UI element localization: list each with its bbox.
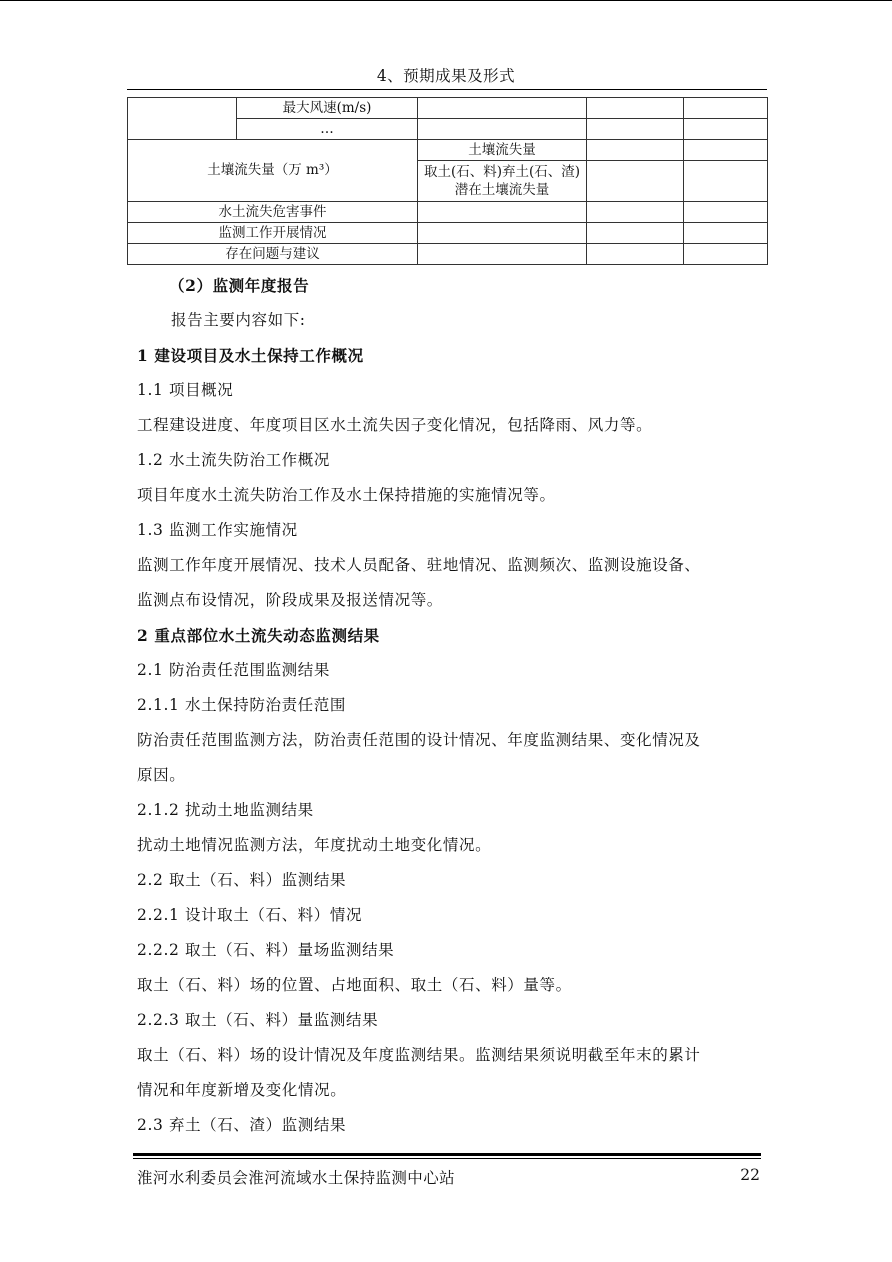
table-cell xyxy=(587,140,684,161)
footer-rule xyxy=(133,1153,761,1156)
paragraph-line: 监测工作年度开展情况、技术人员配备、驻地情况、监测频次、监测设施设备、 xyxy=(137,556,701,574)
paragraph-line: 取土（石、料）场的设计情况及年度监测结果。监测结果须说明截至年末的累计 xyxy=(137,1046,701,1064)
footer-rule xyxy=(133,1158,761,1159)
subsection-heading: 1.3 监测工作实施情况 xyxy=(137,521,298,539)
top-border xyxy=(0,0,892,1)
table-row xyxy=(128,244,768,265)
table-cell-label: 存在问题与建议 xyxy=(128,244,418,265)
table-cell xyxy=(418,223,587,244)
subsection-heading: 2.3 弃土（石、渣）监测结果 xyxy=(137,1116,347,1134)
table-row xyxy=(128,223,768,244)
table-cell xyxy=(587,161,684,202)
table-cell xyxy=(684,161,768,202)
monitoring-table xyxy=(127,97,768,265)
table-cell xyxy=(684,223,768,244)
subsection-heading: 2.1.1 水土保持防治责任范围 xyxy=(137,696,346,714)
table-cell xyxy=(418,119,587,140)
table-cell xyxy=(587,98,684,119)
table-row xyxy=(128,140,768,161)
paragraph-line: 工程建设进度、年度项目区水土流失因子变化情况，包括降雨、风力等。 xyxy=(137,416,653,434)
table-cell-label: 监测工作开展情况 xyxy=(128,223,418,244)
header-rule xyxy=(127,89,767,90)
section-heading: 2 重点部位水土流失动态监测结果 xyxy=(137,626,380,645)
table-row xyxy=(128,202,768,223)
subsection-heading: 2.1.2 扰动土地监测结果 xyxy=(137,801,314,819)
table-cell-label: 取土(石、料)弃土(石、渣)潜在土壤流失量 xyxy=(418,161,587,202)
table-cell xyxy=(587,223,684,244)
table-row xyxy=(128,98,768,119)
subsection-heading: 1.1 项目概况 xyxy=(137,381,234,399)
table-cell xyxy=(418,244,587,265)
paragraph-line: 原因。 xyxy=(137,766,186,784)
paragraph-line: 项目年度水土流失防治工作及水土保持措施的实施情况等。 xyxy=(137,486,556,504)
table-cell xyxy=(684,244,768,265)
table-cell xyxy=(684,98,768,119)
section-heading: （2）监测年度报告 xyxy=(169,276,310,295)
page-number: 22 xyxy=(740,1166,760,1184)
footer-organization: 淮河水利委员会淮河流域水土保持监测中心站 xyxy=(137,1169,456,1187)
table-cell-label: … xyxy=(237,119,418,140)
table-cell xyxy=(587,202,684,223)
section-heading: 1 建设项目及水土保持工作概况 xyxy=(137,346,364,365)
table-cell xyxy=(418,98,587,119)
paragraph-line: 监测点布设情况，阶段成果及报送情况等。 xyxy=(137,591,443,609)
paragraph-line: 扰动土地情况监测方法，年度扰动土地变化情况。 xyxy=(137,836,492,854)
table-cell xyxy=(684,140,768,161)
table-cell-empty xyxy=(128,98,237,140)
paragraph-line: 防治责任范围监测方法，防治责任范围的设计情况、年度监测结果、变化情况及 xyxy=(137,731,701,749)
subsection-heading: 2.2.1 设计取土（石、料）情况 xyxy=(137,906,363,924)
report-body xyxy=(137,268,761,1143)
paragraph-line: 情况和年度新增及变化情况。 xyxy=(137,1081,347,1099)
table-cell xyxy=(587,244,684,265)
page-header: 4、预期成果及形式 xyxy=(376,67,516,85)
paragraph-line: 取土（石、料）场的位置、占地面积、取土（石、料）量等。 xyxy=(137,976,572,994)
table-cell-label: 最大风速(m/s) xyxy=(237,98,418,119)
subsection-heading: 1.2 水土流失防治工作概况 xyxy=(137,451,330,469)
table-cell-label: 土壤流失量 xyxy=(418,140,587,161)
table-cell xyxy=(684,119,768,140)
subsection-heading: 2.1 防治责任范围监测结果 xyxy=(137,661,330,679)
table-cell xyxy=(418,202,587,223)
subsection-heading: 2.2.3 取土（石、料）量监测结果 xyxy=(137,1011,379,1029)
subsection-heading: 2.2.2 取土（石、料）量场监测结果 xyxy=(137,941,395,959)
table-cell xyxy=(684,202,768,223)
table-cell xyxy=(587,119,684,140)
table-cell-label: 土壤流失量（万 m³） xyxy=(128,140,418,202)
paragraph-line: 报告主要内容如下: xyxy=(171,311,306,329)
subsection-heading: 2.2 取土（石、料）监测结果 xyxy=(137,871,347,889)
table-cell-label: 水土流失危害事件 xyxy=(128,202,418,223)
